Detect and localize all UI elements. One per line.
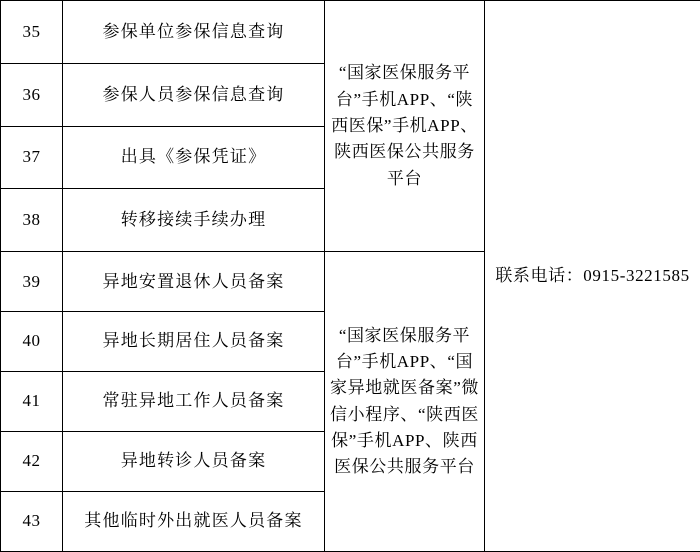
service-name: 参保单位参保信息查询	[63, 1, 325, 64]
row-number: 43	[1, 491, 63, 551]
row-number: 41	[1, 372, 63, 432]
service-name: 其他临时外出就医人员备案	[63, 491, 325, 551]
row-number: 36	[1, 63, 63, 126]
row-number: 42	[1, 432, 63, 492]
table-row	[1, 1, 700, 64]
table-body	[1, 1, 700, 552]
row-number: 40	[1, 312, 63, 372]
service-name: 异地安置退休人员备案	[63, 252, 325, 312]
row-number: 35	[1, 1, 63, 64]
service-name: 出具《参保凭证》	[63, 126, 325, 189]
row-number: 39	[1, 252, 63, 312]
row-number: 38	[1, 189, 63, 252]
service-name: 转移接续手续办理	[63, 189, 325, 252]
service-name: 异地长期居住人员备案	[63, 312, 325, 372]
service-channel: “国家医保服务平台”手机APP、“国家异地就医备案”微信小程序、“陕西医保”手机APP、陕西医保公共服务平台	[325, 252, 485, 552]
contact-phone: 联系电话：0915-3221585	[485, 1, 700, 552]
row-number: 37	[1, 126, 63, 189]
service-name: 常驻异地工作人员备案	[63, 372, 325, 432]
service-name: 异地转诊人员备案	[63, 432, 325, 492]
service-name: 参保人员参保信息查询	[63, 63, 325, 126]
service-channel: “国家医保服务平台”手机APP、“陕西医保”手机APP、陕西医保公共服务平台	[325, 1, 485, 252]
